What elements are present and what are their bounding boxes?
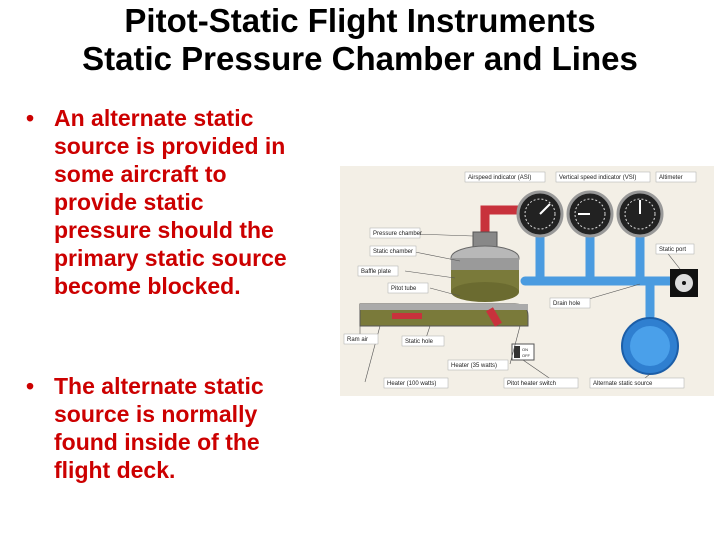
label-static-port: Static port	[659, 247, 687, 253]
pitot-static-diagram	[340, 166, 714, 396]
bullet-2	[26, 372, 354, 484]
label-pressure-chamber: Pressure chamber	[373, 231, 423, 237]
label-ram-air: Ram air	[347, 337, 369, 343]
bullet-1-line: source is provided in	[54, 133, 286, 159]
bullet-marker: •	[26, 373, 35, 399]
title-line-2: Static Pressure Chamber and Lines	[82, 40, 638, 77]
pitot-heater-switch-icon	[512, 344, 534, 360]
label-vsi: Vertical speed indicator (VSI)	[559, 175, 637, 181]
bullet-1-line: become blocked.	[54, 273, 241, 299]
bullet-2-line: source is normally	[54, 401, 258, 427]
label-drain-hole: Drain hole	[553, 301, 581, 307]
bullet-1-line: primary static source	[54, 245, 287, 271]
slide-title	[0, 2, 720, 78]
label-static-hole: Static hole	[405, 339, 434, 345]
label-static-chamber: Static chamber	[373, 249, 414, 255]
label-asi: Airspeed indicator (ASI)	[468, 175, 532, 181]
bullet-1-line: An alternate static	[54, 105, 254, 131]
altimeter-icon	[618, 192, 662, 236]
pitot-tube	[360, 304, 528, 327]
label-heater-100: Heater (100 watts)	[387, 381, 437, 387]
bullet-2-line: flight deck.	[54, 457, 176, 483]
static-port-icon	[670, 269, 698, 297]
bullet-marker: •	[26, 105, 35, 131]
bullet-1-line: pressure should the	[54, 217, 274, 243]
title-line-1: Pitot-Static Flight Instruments	[124, 2, 596, 39]
label-altimeter: Altimeter	[659, 175, 683, 181]
label-baffle-plate: Baffle plate	[361, 269, 391, 275]
bullet-1	[26, 104, 384, 300]
bullet-2-line: The alternate static	[54, 373, 264, 399]
label-alternate-static-source: Alternate static source	[593, 381, 653, 387]
label-pitot-heater-switch: Pitot heater switch	[507, 381, 557, 387]
bullet-2-line: found inside of the	[54, 429, 260, 455]
label-heater-35: Heater (35 watts)	[451, 363, 498, 369]
alternate-static-source-icon	[622, 318, 678, 374]
switch-off-label: OFF	[522, 353, 530, 358]
vertical-speed-indicator-icon	[568, 192, 612, 236]
switch-on-label: ON	[522, 347, 528, 352]
bullet-1-line: provide static	[54, 189, 204, 215]
bullet-1-line: some aircraft to	[54, 161, 227, 187]
airspeed-indicator-icon	[518, 192, 562, 236]
label-pitot-tube: Pitot tube	[391, 286, 417, 292]
